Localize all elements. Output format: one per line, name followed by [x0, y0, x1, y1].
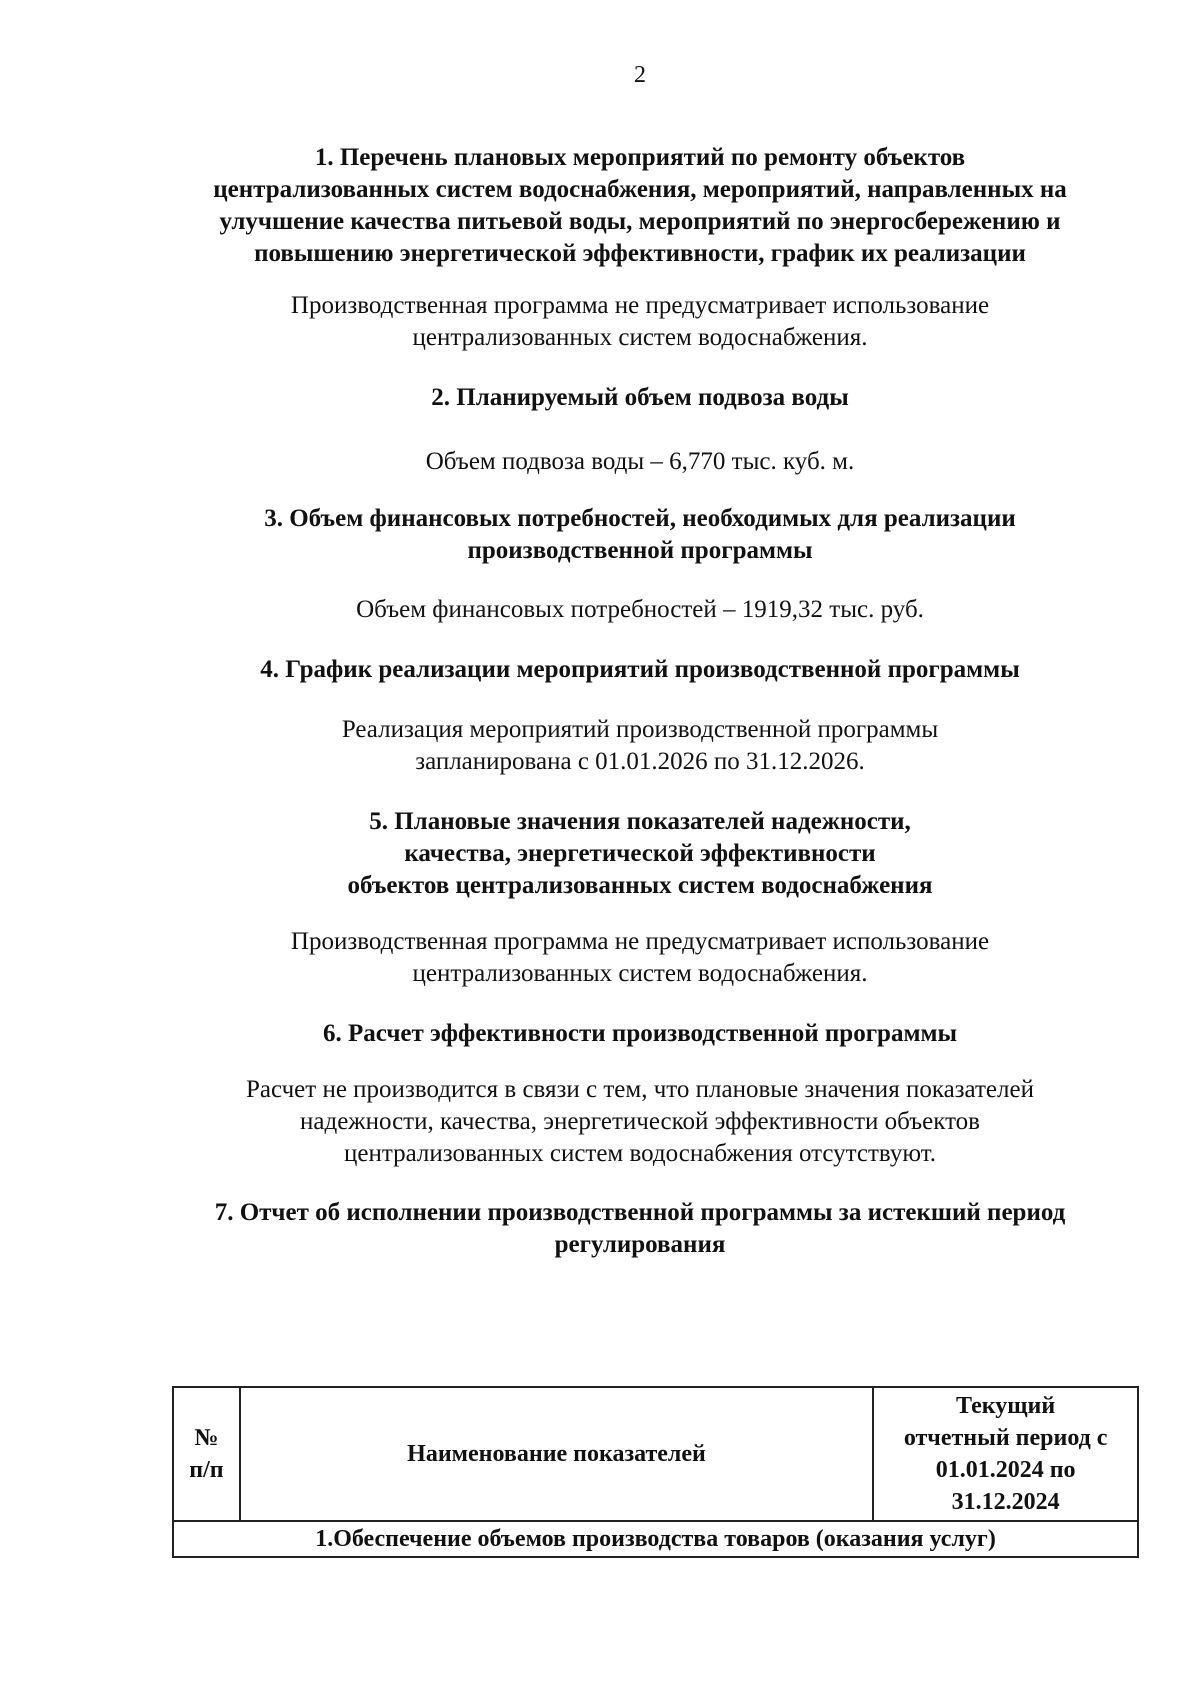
section-1-text — [140, 290, 1140, 354]
heading-line: повышению энергетической эффективности, график их реализации — [254, 240, 1026, 267]
header-num-line: № — [194, 1425, 219, 1451]
heading-line: 3. Объем финансовых потребностей, необходимых для реализации — [264, 505, 1016, 532]
text-line: надежности, качества, энергетической эффективности объектов — [300, 1108, 980, 1135]
section-4-heading — [140, 654, 1140, 686]
header-name: Наименование показателей — [240, 1387, 873, 1521]
heading-line: 6. Расчет эффективности производственной программы — [322, 1020, 958, 1047]
text-line: централизованных систем водоснабжения. — [412, 324, 868, 351]
section-2-heading — [140, 382, 1140, 414]
text-line: Объем подвоза воды – 6,770 тыс. куб. м. — [425, 448, 855, 475]
section-6-heading — [140, 1018, 1140, 1050]
table-section-row — [173, 1521, 1138, 1557]
section-6-text — [140, 1074, 1140, 1170]
page-number: 2 — [634, 62, 646, 88]
section-3-text — [140, 594, 1140, 626]
heading-line: 1. Перечень плановых мероприятий по ремонту объектов — [314, 144, 966, 171]
section-3-heading — [140, 503, 1140, 567]
text-line: Производственная программа не предусматривает использование — [290, 292, 990, 319]
report-table — [172, 1386, 1139, 1558]
section-5-text — [140, 926, 1140, 990]
heading-line: качества, энергетической эффективности — [404, 840, 876, 867]
section-1-heading — [140, 142, 1140, 270]
table-section-cell: 1.Обеспечение объемов производства товаров (оказания услуг) — [173, 1521, 1138, 1557]
section-7-heading — [140, 1197, 1140, 1261]
text-line: Объем финансовых потребностей – 1919,32 тыс. руб. — [356, 596, 924, 623]
section-2-text — [140, 446, 1140, 478]
heading-line: улучшение качества питьевой воды, мероприятий по энергосбережению и — [219, 208, 1061, 235]
text-line: Реализация мероприятий производственной программы — [341, 716, 939, 743]
heading-line: 4. График реализации мероприятий производственной программы — [260, 656, 1020, 683]
header-period-line: 31.12.2024 — [951, 1489, 1060, 1515]
table-header-row — [173, 1387, 1138, 1521]
text-line: Производственная программа не предусматривает использование — [290, 928, 990, 955]
heading-line: регулирования — [554, 1231, 726, 1258]
heading-line: объектов централизованных систем водоснабжения — [347, 872, 933, 899]
section-5-heading — [140, 806, 1140, 902]
header-period-line: Текущий — [956, 1393, 1056, 1419]
heading-line: 7. Отчет об исполнении производственной программы за истекший период — [214, 1199, 1066, 1226]
heading-line: централизованных систем водоснабжения, мероприятий, направленных на — [213, 176, 1067, 203]
text-line: запланирована с 01.01.2026 по 31.12.2026. — [415, 748, 865, 775]
text-line: Расчет не производится в связи с тем, что плановые значения показателей — [246, 1076, 1034, 1103]
header-period — [873, 1387, 1138, 1521]
header-period-line: 01.01.2024 по — [935, 1457, 1076, 1483]
header-num — [173, 1387, 240, 1521]
header-period-line: отчетный период с — [903, 1425, 1108, 1451]
text-line: централизованных систем водоснабжения отсутствуют. — [343, 1140, 936, 1167]
heading-line: 5. Плановые значения показателей надежности, — [369, 808, 911, 835]
section-4-text — [140, 714, 1140, 778]
text-line: централизованных систем водоснабжения. — [412, 960, 868, 987]
header-num-line: п/п — [189, 1457, 224, 1483]
heading-line: 2. Планируемый объем подвоза воды — [431, 384, 849, 411]
heading-line: производственной программы — [467, 537, 813, 564]
